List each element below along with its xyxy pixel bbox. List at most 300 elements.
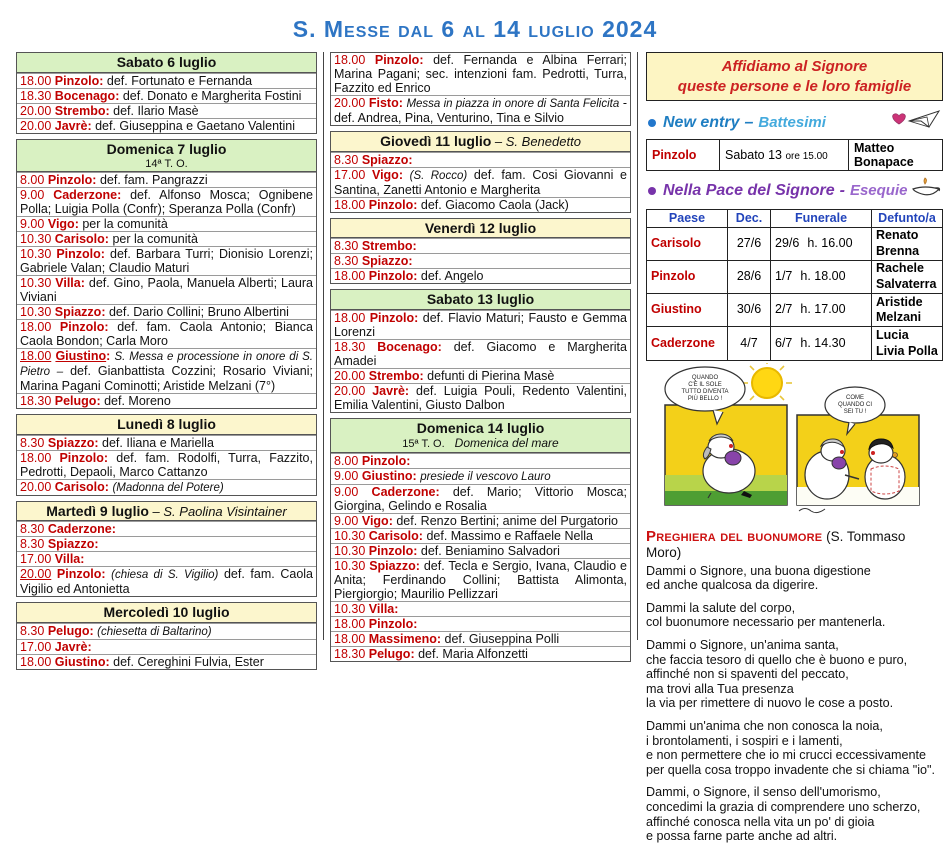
esequie-row [647,327,943,360]
mass-place: Fisto [368,96,399,110]
mass-time: 17.00 [20,640,52,654]
separator: : [104,320,109,335]
columns-wrapper [16,52,943,844]
separator: : [414,311,419,326]
mass-entry [331,368,630,383]
prayer-line: i brontolamenti, i sospiri e i lamenti, [646,733,843,748]
day-header [331,219,630,239]
mass-place: Pinzolo [368,543,414,558]
esequie-paese: Giustino [647,294,728,327]
mass-place: Giustino [54,655,106,669]
day-block [330,218,631,285]
separator: : [94,435,99,450]
battesimi-row [647,140,943,171]
mass-intentions: def. Massimo e Raffaele Nella [426,528,593,543]
mass-time: 20.00 [20,118,52,133]
separator: : [104,232,109,247]
mass-entry [331,310,630,339]
affido-line1: Affidiamo al Signore [721,58,868,75]
esequie-col-header: Dec. [728,210,771,228]
esequie-row [647,260,943,293]
day-block [330,418,631,661]
mass-place: Spiazzo [361,152,409,167]
mass-note: S. Messa e processione in onore di S. Pietro – [20,351,313,379]
mass-time: 18.00 [334,311,366,326]
mass-time: 18.00 [334,631,366,646]
separator: : [106,349,111,364]
mass-place: Spiazzo [54,305,102,320]
mass-intentions: def. Renzo Bertini; anime del Purgatorio [396,513,618,528]
mass-intentions: def. Beniamino Salvadori [420,543,560,558]
separator: : [104,479,109,494]
separator: : [418,528,423,543]
esequie-col-header: Defunto/a [872,210,943,228]
mass-time: 10.30 [334,528,366,543]
mass-place: Pinzolo [59,320,105,335]
mass-note: (chiesetta di Baltarino) [97,626,212,639]
esequie-paese: Caderzone [647,327,728,360]
funerale-date: 1/7 [775,269,793,284]
mass-place: Massimeno [368,631,437,646]
mass-entry [331,558,630,601]
schedule-column-1 [16,52,317,675]
esequie-paese: Pinzolo [647,260,728,293]
cartoon [646,363,943,526]
mass-place: Pinzolo [47,173,93,188]
separator: : [413,269,418,284]
mass-entry [331,513,630,528]
dash: - [839,181,845,199]
mass-time: 17.00 [20,552,52,567]
separator: : [415,558,420,573]
mass-time: 20.00 [334,96,366,110]
mass-place: Villa [368,601,395,616]
day-header [17,140,316,172]
oil-lamp-icon [909,175,943,206]
separator: : [105,103,110,118]
funerale-date: 29/6 [775,235,800,250]
esequie-dec: 30/6 [728,294,771,327]
mass-entry [17,435,316,450]
day-block [330,131,631,213]
page-title: S. Messe dal 6 al 14 luglio 2024 [292,16,658,42]
mass-intentions: - def. Andrea, Pina, Venturino, Tina e Silvio [334,96,627,125]
separator: : [87,118,92,133]
mass-place: Villa [54,552,81,567]
mass-time: 8.30 [20,624,45,639]
mass-entry [331,468,630,484]
battesimi-hour: ore 15.00 [785,151,828,162]
svg-text:COMEQUANDO CISEI TU !: COME QUANDO CI SEI TU ! [837,394,872,415]
prayer-title-note: (S. Tommaso Moro) [646,528,906,560]
separator: : [404,384,410,399]
mass-time: 10.30 [334,601,366,616]
mass-note: presiede il vescovo Lauro [420,470,551,483]
mass-place: Villa [55,276,81,291]
mass-place: Pinzolo [361,453,407,468]
day-subtitle [19,158,314,171]
separator: : [388,513,393,528]
mass-entry [17,450,316,479]
mass-place: Giustino [361,468,413,483]
column-divider [637,52,638,640]
mass-entry [17,639,316,654]
mass-entry [17,348,316,393]
mass-intentions: def. Fortunato e Fernanda [106,73,253,88]
esequie-defunto: Lucia Livia Polla [872,327,943,360]
day-subtitle [333,437,628,451]
mass-place: Pelugo [54,393,97,408]
affido-banner [646,52,943,101]
mass-time: 18.00 [20,320,52,335]
mass-intentions: def. Ilario Masè [113,103,199,118]
mass-time: 18.00 [334,616,366,631]
mass-note: Messa in piazza in onore di Santa Felicita [406,98,620,110]
mass-time: 8.30 [334,152,359,167]
mass-time: 20.00 [334,384,366,399]
mass-place: Pinzolo [368,269,414,284]
mass-entry [17,623,316,639]
separator: : [89,624,94,639]
mass-place: Spiazzo [361,254,409,269]
mass-time: 10.30 [20,232,52,247]
prayer-line: Dammi o Signore, una buona digestione [646,563,871,578]
artist-signature [799,508,825,512]
mass-time: 18.30 [334,340,366,355]
esequie-table [646,209,943,361]
cartoon-image [649,363,941,521]
mass-place: Pinzolo [374,53,420,67]
mass-time: 18.00 [20,655,52,669]
mass-place: Pelugo [368,646,411,661]
saint-name: – S. Benedetto [491,133,581,149]
mass-time: 18.00 [20,450,52,465]
day-title: Giovedì 11 luglio [380,132,492,149]
mass-entry [331,543,630,558]
mass-place: Vigo [47,217,75,232]
day-block [16,52,317,134]
prayer-line: concedimi la grazia di comprendere uno scherzo, [646,799,921,814]
separator: : [87,640,92,654]
day-header [17,53,316,73]
mass-place: Carisolo [54,232,105,247]
separator: : [408,254,413,269]
day-title: Domenica 7 luglio [106,140,227,157]
esequie-dec: 27/6 [728,227,771,260]
saint-name: Domenica del mare [454,435,559,450]
mass-intentions: def. Dario Collini; Bruno Albertini [108,305,289,320]
mass-entry [331,528,630,543]
mass-time: 8.30 [20,435,45,450]
bullet-icon [648,119,656,127]
mass-place: Pinzolo [54,73,100,88]
separator: : [92,173,97,188]
mass-time: 9.00 [20,188,45,203]
mass-time: 10.30 [20,305,52,320]
esequie-defunto: Rachele Salvaterra [872,260,943,293]
mass-intentions: def. fam. Caola Antonio; Bianca Caola Bondon; Carla Moro [20,320,313,349]
day-title: Sabato 13 luglio [426,291,535,308]
prayer-line: e possa farne parte anche ad altri. [646,829,838,844]
mass-time: 10.30 [334,543,366,558]
separator: : [99,73,104,88]
battesimi-sublabel: Battesimi [758,114,826,131]
mass-entry [331,601,630,616]
mass-intentions: def. Giuseppina e Gaetano Valentini [95,118,296,133]
separator: : [436,631,442,646]
funerale-date: 6/7 [775,335,793,350]
mass-entry [331,383,630,412]
mass-time: 18.00 [20,73,52,88]
funerale-time: h. 16.00 [807,235,853,250]
mass-time: 8.00 [20,173,45,188]
prayer-line: per quella cosa troppo invadente che si chiama "io". [646,762,935,777]
mass-entry [17,536,316,551]
mass-entry [331,95,630,125]
esequie-col-header: Funerale [771,210,872,228]
mass-intentions: def. Donato e Margherita Fostini [122,88,302,103]
battesimi-heading [648,109,943,136]
separator: : [435,484,440,499]
esequie-defunto: Renato Brenna [872,227,943,260]
funerale-time: h. 18.00 [800,269,846,284]
mass-entry [331,167,630,197]
day-title: Domenica 14 luglio [416,420,545,437]
mass-intentions: def. Gianbattista Cozzini; Rosario Viviani; Marina Pagani Cominotti; Aristide Melzani (7°) [20,364,313,393]
mass-place: Bocenago [54,88,116,103]
mass-entry [17,118,316,133]
mass-time: 10.30 [334,558,366,573]
battesimi-name: Matteo Bonapace [849,140,943,171]
mass-entry [331,253,630,268]
mass-entry [17,479,316,495]
mass-entry [17,304,316,319]
mass-time: 8.30 [334,239,359,254]
battesimi-table [646,139,943,171]
mass-place: Vigo [371,167,399,182]
mass-entry [17,216,316,231]
mass-time: 18.00 [334,269,366,284]
mass-intentions: def. Luigia Pouli, Redento Valentini, Emilia Valentini, Giusto Dalbon [334,384,627,413]
mass-place: Pelugo [47,624,90,639]
mass-time: 18.00 [334,197,366,212]
day-block [330,52,631,126]
mass-place: Bocenago [377,340,438,355]
esequie-dec: 4/7 [728,327,771,360]
mass-place: Pinzolo [369,311,415,326]
mass-entry [331,53,630,95]
mass-time: 9.00 [334,513,359,528]
day-block [16,414,317,496]
esequie-funerale [771,294,872,327]
mass-time: 9.00 [20,217,45,232]
mass-entry [331,646,630,661]
mass-entry [17,73,316,88]
svg-text:QUANDOC'È IL SOLETUTTO DIVENTA: QUANDO C'È IL SOLE TUTTO DIVENTA PIÙ BELLO ! [680,374,729,402]
separator: : [412,468,417,483]
mass-intentions: def. Tecla e Sergio, Ivana, Claudio e Anita; Ferdinando Collini; Battista Alimonta, Piergiorgio; Maurilio Pellizzari [334,558,627,601]
mass-time: 20.00 [20,479,52,494]
separator: : [74,217,79,232]
mass-entry [331,197,630,212]
mass-entry [331,152,630,167]
separator: : [419,369,424,384]
prayer-line: Dammi o Signore, un'anima santa, [646,638,839,652]
heart-paper-airplane-icon [891,109,943,136]
prayer-line: e non permettere che io mi crucci eccessivamente [646,748,926,763]
battesimi-when [720,140,849,171]
mass-intentions: def. Cereghini Fulvia, Ester [113,655,264,669]
mass-entry [17,551,316,566]
mass-place: Caderzone [53,188,118,203]
day-header [17,502,316,522]
cartoon-panel-2 [797,415,919,505]
affido-line2: queste persone e le loro famiglie [677,77,912,95]
funerale-date: 2/7 [775,302,793,317]
separator: : [117,188,122,203]
separator: : [413,616,418,631]
prayer-title [646,528,943,560]
prayer-line: che faccia tesoro di quello che è buono e puro, [646,652,908,667]
mass-time: 9.00 [334,468,359,483]
mass-intentions: def. Barbara Turri; Dionisio Lorenzi; Gabriele Valan; Claudio Maturi [20,247,313,276]
prayer-line: Dammi, o Signore, il senso dell'umorismo, [646,785,881,800]
mass-place: Vigo [361,513,389,528]
mass-entry [331,238,630,253]
prayer-line: affinché conosca nella vita un po' di gioia [646,814,875,829]
separator: : [94,537,99,552]
mass-place: Caderzone [47,522,112,537]
prayer-paragraph [646,564,943,593]
mass-entry [17,103,316,118]
mass-note: (chiesa di S. Vigilio) [111,569,219,582]
mass-time: 8.00 [334,453,359,468]
day-block [16,501,317,598]
separator: : [101,305,106,320]
separator: : [410,646,415,661]
mass-time: 20.00 [334,369,366,384]
liturgical-week: 15ª T. O. [402,437,445,450]
prayer-line: la via per rimettere di nuovo le cose a posto. [646,696,894,711]
esequie-sublabel: Esequie [849,182,908,199]
mass-entry [331,631,630,646]
mass-entry [331,484,630,513]
prayer-text [646,564,943,844]
mass-time: 9.00 [334,484,359,499]
prayer-line: ma trovi alla Tua presenza [646,681,794,696]
saint-name: – S. Paolina Visintainer [148,503,287,519]
mass-intentions: def. Iliana e Mariella [102,435,214,450]
mass-place: Javrè [372,384,405,399]
separator: : [398,96,403,110]
mass-place: Caderzone [371,484,436,499]
mass-place: Pinzolo [59,450,104,465]
mass-place: Strembo [361,239,413,254]
mass-intentions: per la comunità [112,232,198,247]
separator: : [412,239,417,254]
mass-place: Strembo [368,369,420,384]
separator: : [80,276,85,291]
prayer-title-main: Preghiera del buonumore [646,527,823,545]
mass-place: Carisolo [54,479,105,494]
prayer-line: affinché non si spaventi del peccato, [646,667,849,682]
mass-intentions: def. Giuseppina Polli [444,631,560,646]
separator: : [398,167,403,182]
day-block [16,139,317,409]
mass-intentions: def. Angelo [420,269,484,284]
funerale-time: h. 17.00 [800,302,846,317]
day-header [17,603,316,623]
day-block [16,602,317,670]
schedule-column-2 [330,52,631,667]
mass-intentions: def. Giacomo Caola (Jack) [420,197,569,212]
separator: : [408,152,413,167]
separator: : [103,450,109,465]
mass-intentions: def. fam. Caola Vigilio ed Antonietta [20,567,314,597]
mass-place: Spiazzo [47,435,95,450]
esequie-label: Nella Pace del Signore [663,181,835,199]
mass-entry [17,566,316,596]
esequie-paese: Carisolo [647,227,728,260]
day-block [330,289,631,413]
prayer-line: col buonumore necessario per mantenerla. [646,615,886,630]
battesimi-date: Sabato 13 [725,148,782,162]
mass-entry [331,339,630,368]
mass-time: 10.30 [20,247,52,262]
mass-time: 8.30 [20,522,45,537]
mass-time: 10.30 [20,276,52,291]
mass-time: 8.30 [334,254,359,269]
esequie-row [647,294,943,327]
mass-intentions: def. fam. Pangrazzi [99,173,208,188]
mass-entry [17,187,316,216]
separator: : [101,567,106,582]
mass-entry [17,521,316,536]
mass-note: (Madonna del Potere) [112,481,224,494]
prayer-paragraph [646,638,943,711]
announcements-column [644,52,943,852]
mass-place: Strembo [54,103,106,118]
mass-place: Pinzolo [56,247,101,262]
esequie-dec: 28/6 [728,260,771,293]
day-title: Venerdì 12 luglio [424,219,537,236]
mass-intentions: def. Flavio Maturi; Fausto e Gemma Lorenzi [334,311,627,340]
prayer-paragraph [646,785,943,843]
sun-icon [742,363,792,400]
esequie-funerale [771,260,872,293]
mass-place: Javrè [54,640,88,654]
separator: : [413,197,418,212]
separator: : [80,552,85,567]
day-title: Sabato 6 luglio [116,54,217,70]
mass-intentions: def. Maria Alfonzetti [418,646,528,661]
separator: : [419,53,424,67]
funerale-time: h. 14.30 [800,335,846,350]
dash: – [744,113,754,131]
mass-entry [17,319,316,348]
mass-entry [17,275,316,304]
mass-entry [17,246,316,275]
separator: : [413,543,418,558]
separator: : [437,340,442,355]
mass-entry [17,393,316,408]
mass-time: 18.30 [334,646,366,661]
cartoon-panel-1 [665,405,787,505]
mass-entry [331,453,630,468]
mass-time: 20.00 [20,567,52,582]
mass-time: 18.30 [20,393,52,408]
esequie-header-row [647,210,943,228]
